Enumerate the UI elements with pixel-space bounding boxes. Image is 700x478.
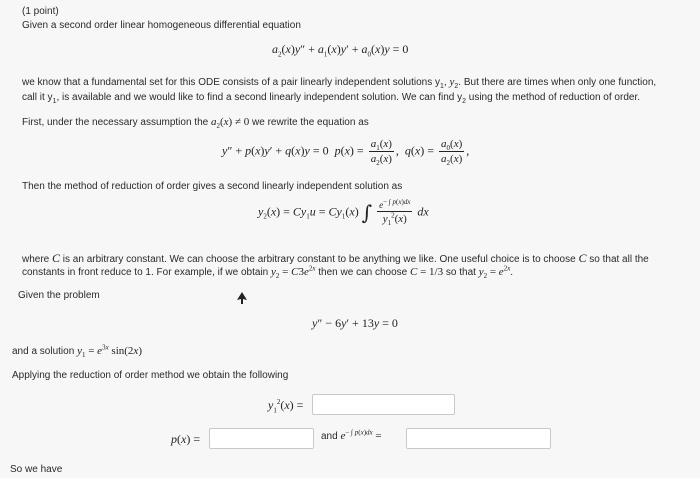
y1-squared-input[interactable] bbox=[312, 394, 455, 415]
fundamental-set-text: we know that a fundamental set for this ODE consists of a pair linearly independent solutions $y_1$, $y_2$. But there are times when only one function, bbox=[22, 76, 657, 90]
applying-text: Applying the reduction of order method we obtain the following bbox=[12, 370, 289, 381]
y1-squared-label: $y_1^2(x)$ = bbox=[268, 398, 304, 415]
solution-text: and a solution $y_1 = e^{3x}$ sin(2x) bbox=[12, 343, 142, 360]
arbitrary-constant-text-2: constants in front reduce to 1. For example, if we obtain $y_2 = C3e^{2x}$ then we can choose C = 1/3 so that $y_2 = e^{2x}$. bbox=[22, 264, 514, 281]
intro-text: Given a second order linear homogeneous differential equation bbox=[22, 20, 301, 31]
p-x-label: p(x) = bbox=[171, 432, 201, 446]
reduction-formula: $y_2(x) = Cy_1u = Cy_1(x)$ ∫ $\frac{e^{- \int p(x)dx}}{y_1^2(x)}$ dx bbox=[258, 198, 429, 228]
ode-general-equation: $a_2(x)y'' + a_1(x)y' + a_0(x)y = 0$ bbox=[272, 42, 409, 59]
p-x-input[interactable] bbox=[209, 428, 314, 449]
points-label: (1 point) bbox=[22, 6, 59, 17]
problem-equation: y″ − 6y′ + 13y = 0 bbox=[312, 316, 398, 330]
arbitrary-constant-text: where C is an arbitrary constant. We can choose the arbitrary constant to be anything we like. One useful choice is to choose C so that all the bbox=[22, 251, 649, 265]
method-text: Then the method of reduction of order gives a second linearly independent solution as bbox=[22, 181, 403, 192]
exp-integral-input[interactable] bbox=[406, 428, 551, 449]
assumption-text: First, under the necessary assumption the $a_2(x) \ne 0$ we rewrite the equation as bbox=[22, 116, 369, 131]
fundamental-set-text-2: call it $y_1$, is available and we would like to find a second linearly independent solution. We can find $y_2$ using the method of reduction of order. bbox=[22, 92, 640, 105]
given-problem-label: Given the problem bbox=[18, 290, 100, 301]
standard-form-equation: y″ + p(x)y′ + q(x)y = 0 p(x) = $\frac{a_1(x)}{a_2(x)}$ , q(x) = $\frac{a_0(x)}{a_2(x)}$ , bbox=[222, 138, 470, 168]
so-we-have-label: So we have bbox=[10, 464, 63, 475]
exp-integral-label: and $e^{- \int p(x)dx}$ = bbox=[321, 428, 382, 442]
mouse-pointer-icon bbox=[237, 292, 247, 304]
